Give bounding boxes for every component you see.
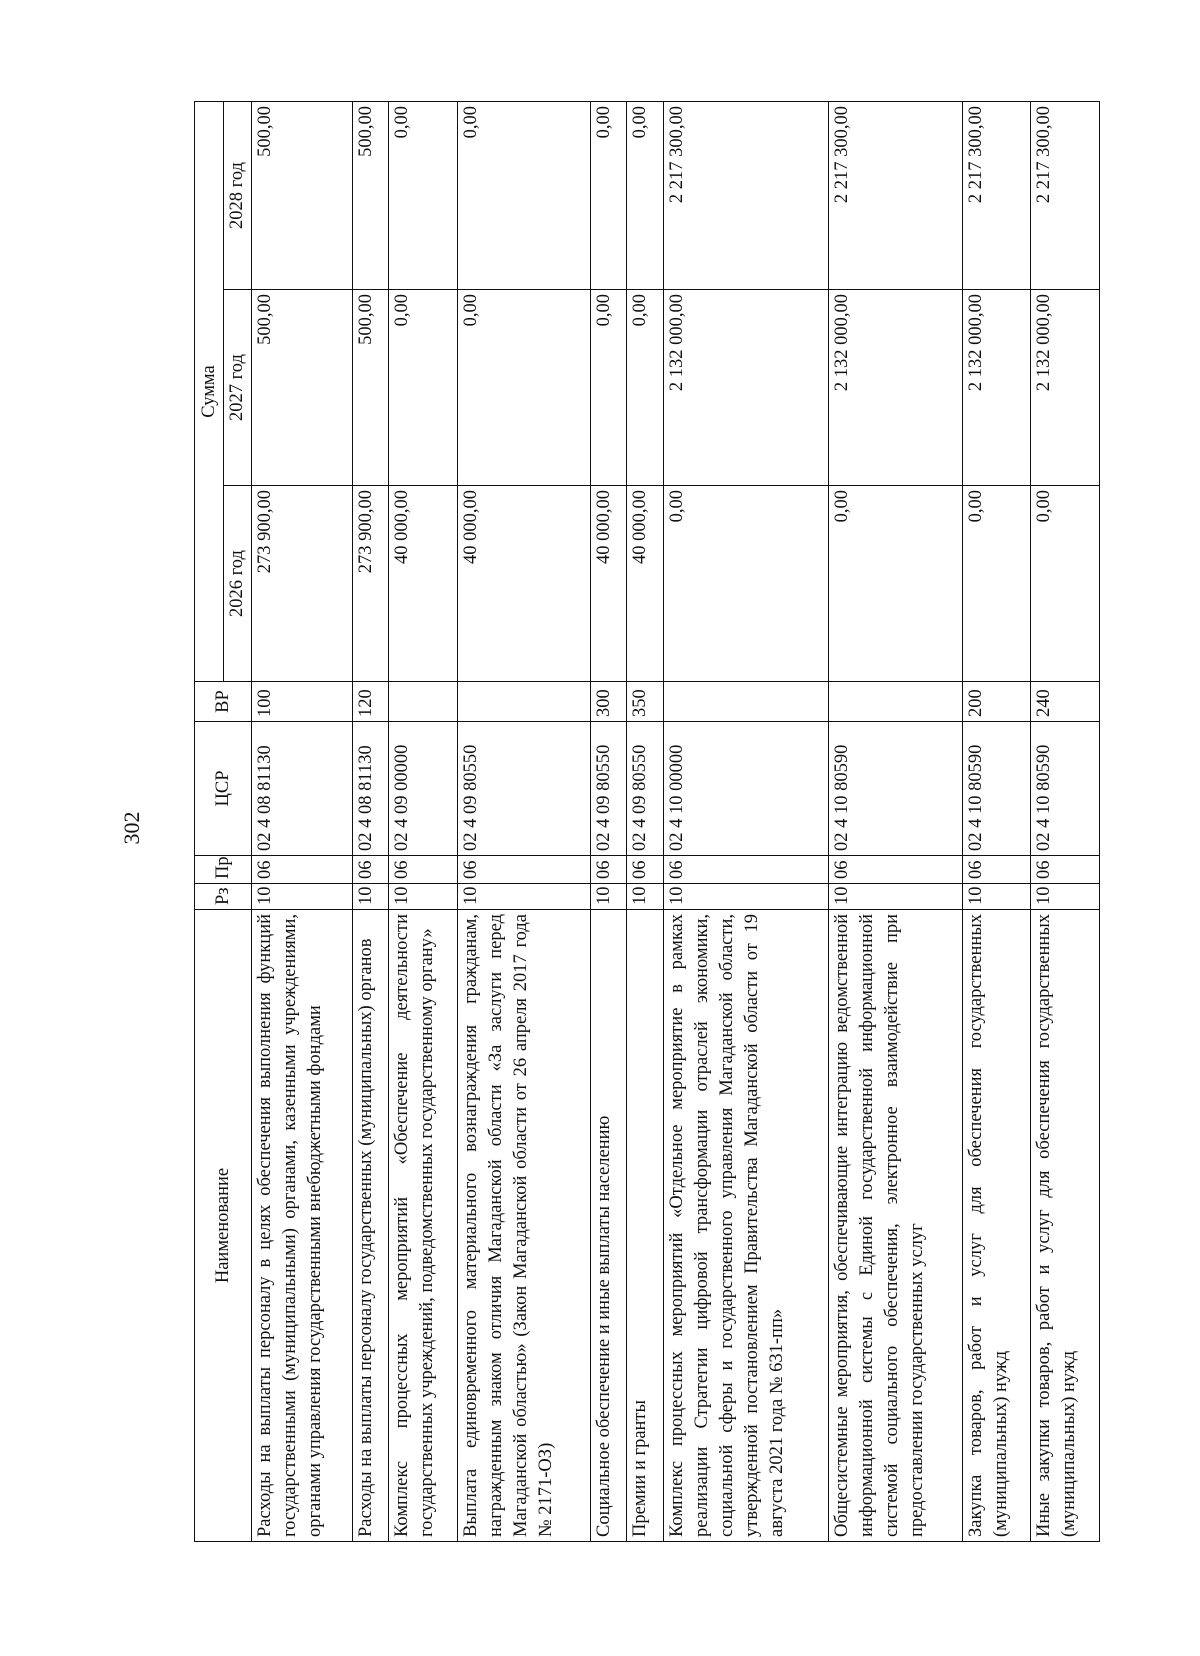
cell-name: Комплекс процессных мероприятий «Отдельное мероприятие в рамках реализации Стратегии цифровой трансформации отраслей экономики, социальной сферы и государственного управления Магаданской области, утвержденной постановлением Правительства Магаданской области от 19 августа 2021 года № 631-пп»: [663, 910, 829, 1542]
cell-name: Расходы на выплаты персоналу государственных (муниципальных) органов: [352, 910, 388, 1542]
cell-csr: 02 4 09 80550: [627, 722, 663, 856]
table-row: [829, 101, 962, 1541]
cell-2027: 2 132 000,00: [1031, 290, 1100, 486]
cell-rz: 10: [389, 884, 458, 910]
cell-2026: 0,00: [663, 486, 829, 682]
budget-table: [194, 101, 1100, 1542]
cell-rz: 10: [663, 884, 829, 910]
header-sum: Сумма: [195, 101, 224, 681]
cell-csr: 02 4 10 80590: [962, 722, 1031, 856]
cell-rz: 10: [252, 884, 353, 910]
cell-2028: 0,00: [389, 101, 458, 289]
page-number: 302: [119, 811, 144, 845]
cell-csr: 02 4 08 81130: [352, 722, 388, 856]
cell-rz: 10: [591, 884, 627, 910]
table-row: [389, 101, 458, 1541]
cell-2027: 0,00: [457, 290, 590, 486]
cell-rz: 10: [1031, 884, 1100, 910]
header-row-1: [195, 101, 224, 1541]
cell-2027: 500,00: [352, 290, 388, 486]
cell-pr: 06: [1031, 856, 1100, 884]
cell-2028: 500,00: [352, 101, 388, 289]
cell-2027: 0,00: [389, 290, 458, 486]
cell-pr: 06: [457, 856, 590, 884]
cell-2028: 0,00: [627, 101, 663, 289]
cell-2026: 0,00: [962, 486, 1031, 682]
cell-csr: 02 4 10 00000: [663, 722, 829, 856]
table-row: [663, 101, 829, 1541]
cell-vr: 350: [627, 682, 663, 722]
cell-csr: 02 4 10 80590: [829, 722, 962, 856]
cell-pr: 06: [829, 856, 962, 884]
table-body: [252, 101, 1100, 1541]
cell-2028: 500,00: [252, 101, 353, 289]
cell-rz: 10: [352, 884, 388, 910]
header-pr: Пр: [195, 856, 252, 884]
cell-vr: [389, 682, 458, 722]
cell-vr: 100: [252, 682, 353, 722]
cell-name: Выплата единовременного материального вознаграждения гражданам, награжденным знаком отличия Магаданской области «За заслуги перед Магаданской областью» (Закон Магаданской области от 26 апреля 2017 года № 2171-ОЗ): [457, 910, 590, 1542]
cell-vr: [663, 682, 829, 722]
cell-2026: 273 900,00: [252, 486, 353, 682]
table-header: [195, 101, 252, 1541]
table-row: [252, 101, 353, 1541]
cell-vr: 200: [962, 682, 1031, 722]
table-row: [591, 101, 627, 1541]
cell-2026: 273 900,00: [352, 486, 388, 682]
cell-2028: 0,00: [591, 101, 627, 289]
header-year-2027: 2027 год: [224, 290, 252, 486]
cell-vr: 300: [591, 682, 627, 722]
cell-csr: 02 4 10 80590: [1031, 722, 1100, 856]
table-row: [627, 101, 663, 1541]
cell-2028: 2 217 300,00: [663, 101, 829, 289]
cell-2026: 40 000,00: [457, 486, 590, 682]
cell-2028: 0,00: [457, 101, 590, 289]
cell-pr: 06: [389, 856, 458, 884]
cell-name: Общесистемные мероприятия, обеспечивающие интеграцию ведомственной информационной системы с Единой государственной информационной системой социального обеспечения, электронное взаимодействие при предоставлении государственных услуг: [829, 910, 962, 1542]
cell-pr: 06: [962, 856, 1031, 884]
cell-name: Расходы на выплаты персоналу в целях обеспечения выполнения функций государственными (муниципальными) органами, казенными учреждениями, органами управления государственными внебюджетными фондами: [252, 910, 353, 1542]
cell-2026: 0,00: [1031, 486, 1100, 682]
table-row: [1031, 101, 1100, 1541]
cell-rz: 10: [627, 884, 663, 910]
cell-2026: 40 000,00: [591, 486, 627, 682]
cell-2028: 2 217 300,00: [829, 101, 962, 289]
cell-csr: 02 4 09 80550: [591, 722, 627, 856]
header-year-2028: 2028 год: [224, 101, 252, 289]
cell-rz: 10: [962, 884, 1031, 910]
cell-pr: 06: [252, 856, 353, 884]
cell-name: Комплекс процессных мероприятий «Обеспечение деятельности государственных учреждений, подведомственных государственному органу»: [389, 910, 458, 1542]
cell-pr: 06: [627, 856, 663, 884]
table-row: [352, 101, 388, 1541]
cell-vr: [829, 682, 962, 722]
cell-2027: 2 132 000,00: [829, 290, 962, 486]
cell-csr: 02 4 09 00000: [389, 722, 458, 856]
cell-2026: 0,00: [829, 486, 962, 682]
cell-vr: 240: [1031, 682, 1100, 722]
table-row: [962, 101, 1031, 1541]
cell-name: Премии и гранты: [627, 910, 663, 1542]
cell-name: Социальное обеспечение и иные выплаты населению: [591, 910, 627, 1542]
cell-name: Иные закупки товаров, работ и услуг для обеспечения государственных (муниципальных) нужд: [1031, 910, 1100, 1542]
cell-pr: 06: [352, 856, 388, 884]
cell-2027: 0,00: [591, 290, 627, 486]
cell-rz: 10: [457, 884, 590, 910]
cell-vr: 120: [352, 682, 388, 722]
cell-2027: 0,00: [627, 290, 663, 486]
cell-2026: 40 000,00: [627, 486, 663, 682]
cell-csr: 02 4 08 81130: [252, 722, 353, 856]
cell-2027: 500,00: [252, 290, 353, 486]
header-rz: Рз: [195, 884, 252, 910]
cell-2027: 2 132 000,00: [962, 290, 1031, 486]
cell-vr: [457, 682, 590, 722]
header-name: Наименование: [195, 910, 252, 1542]
header-year-2026: 2026 год: [224, 486, 252, 682]
cell-2028: 2 217 300,00: [962, 101, 1031, 289]
header-vr: ВР: [195, 682, 252, 722]
header-csr: ЦСР: [195, 722, 252, 856]
cell-pr: 06: [663, 856, 829, 884]
cell-rz: 10: [829, 884, 962, 910]
cell-2027: 2 132 000,00: [663, 290, 829, 486]
cell-2026: 40 000,00: [389, 486, 458, 682]
cell-csr: 02 4 09 80550: [457, 722, 590, 856]
cell-pr: 06: [591, 856, 627, 884]
cell-name: Закупка товаров, работ и услуг для обеспечения государственных (муниципальных) нужд: [962, 910, 1031, 1542]
table-row: [457, 101, 590, 1541]
rotated-table-wrapper: [194, 102, 1100, 1542]
cell-2028: 2 217 300,00: [1031, 101, 1100, 289]
rotated-table-container: [194, 102, 1100, 1542]
